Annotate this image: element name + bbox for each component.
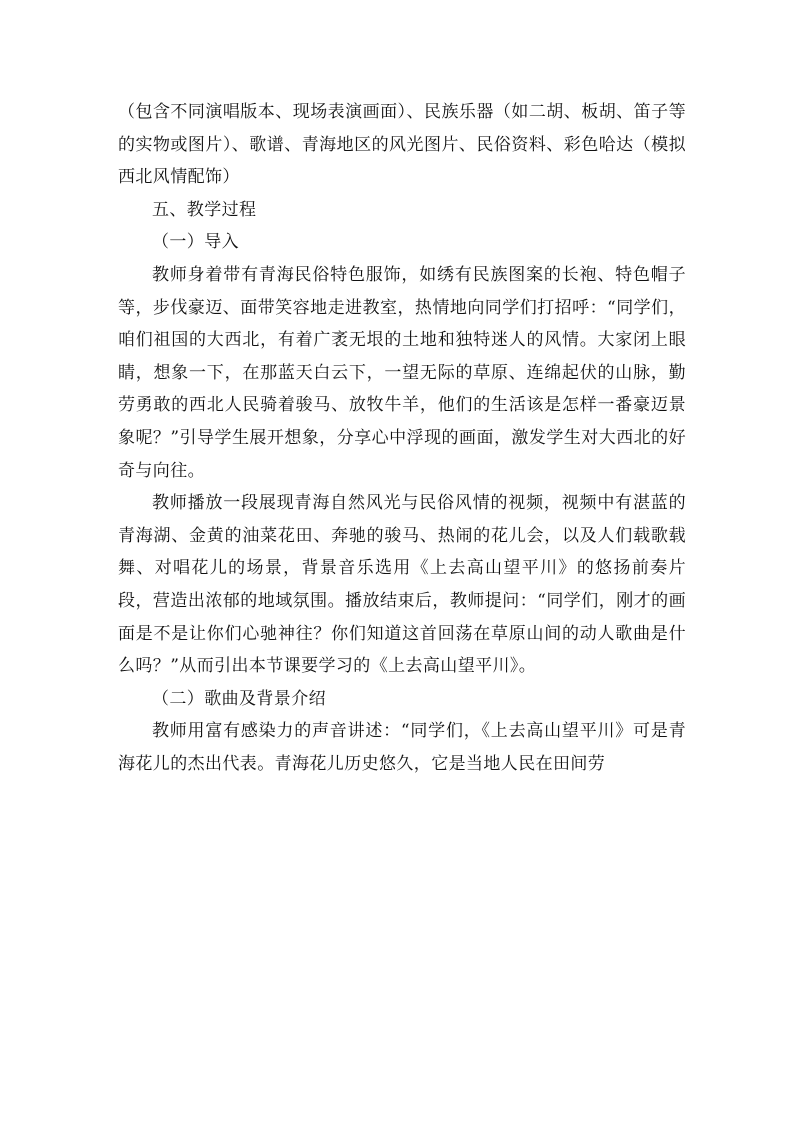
document-body: [118, 96, 686, 780]
section-heading-teaching-process: 五、教学过程: [152, 199, 257, 220]
paragraph-introduction-1: 教师身着带有青海民俗特色服饰，如绣有民族图案的长袍、特色帽子等，步伐豪迈、面带笑容地走进教室，热情地向同学们打招呼：“同学们，咱们祖国的大西北，有着广袤无垠的土地和独特迷人的风情。大家闭上眼睛，想象一下，在那蓝天白云下，一望无际的草原、连绵起伏的山脉，勤劳勇敢的西北人民骑着骏马、放牧牛羊，他们的生活该是怎样一番豪迈景象呢？”引导学生展开想象，分享心中浮现的画面，激发学生对大西北的好奇与向往。: [118, 264, 686, 481]
subsection-heading-introduction: （一）导入: [152, 232, 239, 253]
paragraph-introduction-2: 教师播放一段展现青海自然风光与民俗风情的视频，视频中有湛蓝的青海湖、金黄的油菜花田、奔驰的骏马、热闹的花儿会，以及人们载歌载舞、对唱花儿的场景，背景音乐选用《上去高山望平川》的悠扬前奏片段，营造出浓郁的地域氛围。播放结束后，教师提问：“同学们，刚才的画面是不是让你们心驰神往？你们知道这首回荡在草原山间的动人歌曲是什么吗？”从而引出本节课要学习的《上去高山望平川》。: [118, 493, 686, 677]
paragraph-song-background-1: 教师用富有感染力的声音讲述：“同学们，《上去高山望平川》可是青海花儿的杰出代表。青海花儿历史悠久，它是当地人民在田间劳: [118, 721, 686, 774]
subsection-heading-song-background: （二）歌曲及背景介绍: [152, 688, 326, 709]
paragraph-materials: （包含不同演唱版本、现场表演画面）、民族乐器（如二胡、板胡、笛子等的实物或图片）、歌谱、青海地区的风光图片、民俗资料、彩色哈达（模拟西北风情配饰）: [118, 102, 686, 188]
